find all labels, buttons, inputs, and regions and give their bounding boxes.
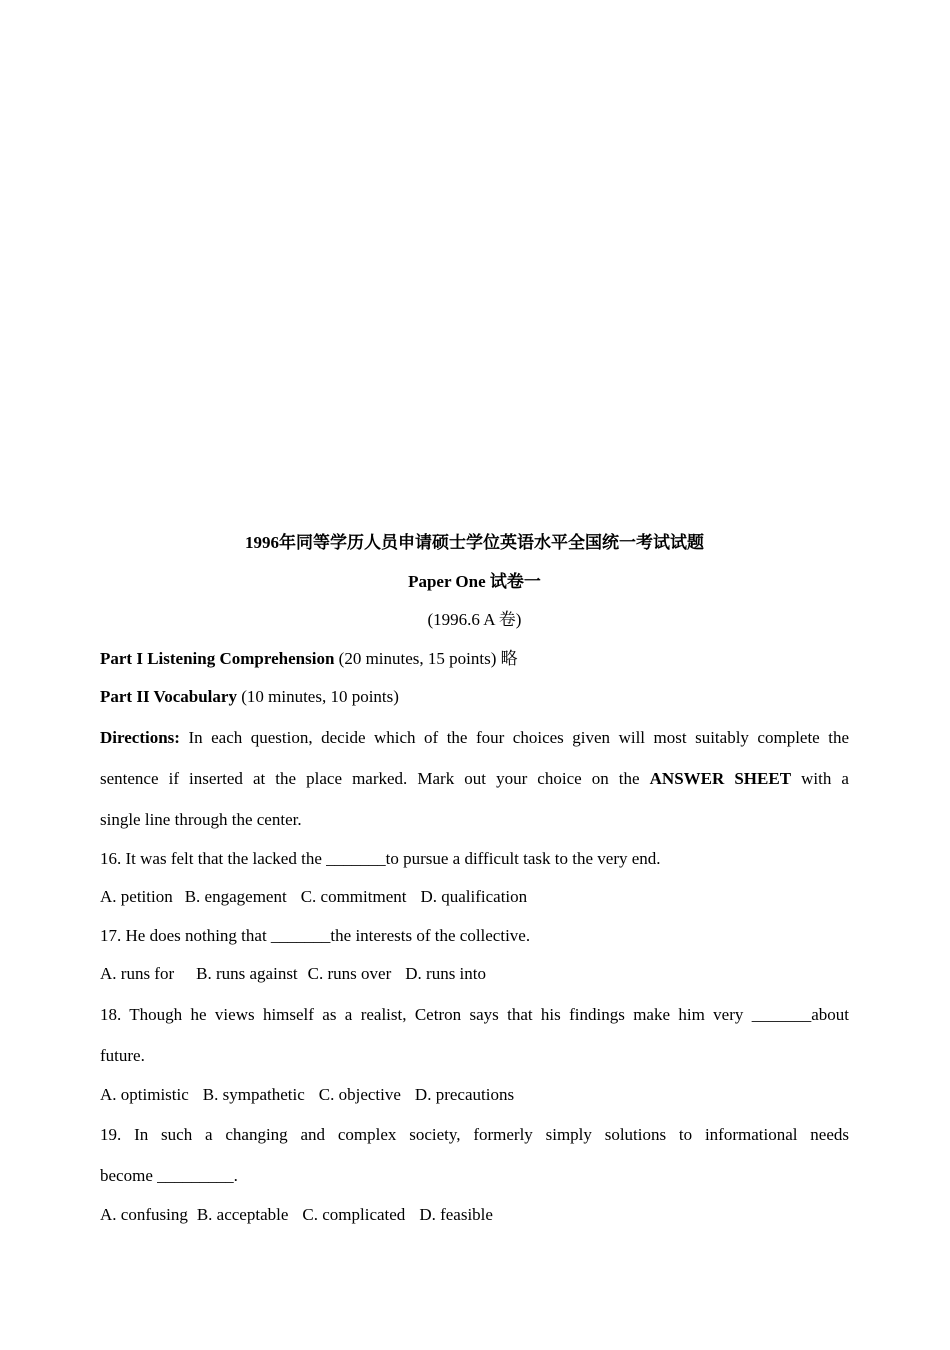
part2-heading [100,678,849,717]
option-a: A. optimistic [100,1084,189,1104]
option-a: A. runs for [100,964,175,983]
question-19-stem-line-2: become _________. [100,1166,238,1185]
directions-line-3: single line through the center. [100,809,302,829]
option-d: D. qualification [420,887,528,906]
option-c: C. complicated [302,1205,406,1224]
exam-page [100,524,849,1235]
part2-info: (10 minutes, 10 points) [236,687,399,706]
directions-line-1: Directions: In each question, decide which of the four choices given will most suitably complete the [100,727,849,747]
option-d: D. runs into [405,964,486,983]
option-c: C. commitment [300,887,407,906]
question-18-stem-line-1: 18. Though he views himself as a realist, Cetron says that his findings make him very _______about [100,1004,849,1024]
part1-info: (20 minutes, 15 points) 略 [334,648,518,668]
directions-line-2: sentence if inserted at the place marked. Mark out your choice on the ANSWER SHEET with a [100,768,849,788]
option-a: A. confusing [100,1205,188,1224]
option-b: B. engagement [184,887,287,906]
option-d: D. feasible [419,1205,493,1224]
question-17-stem: 17. He does nothing that _______the interests of the collective. [100,925,531,945]
option-b: B. sympathetic [202,1084,305,1104]
option-b: B. acceptable [196,1205,289,1224]
question-18-options [100,1076,849,1115]
paper-title: Paper One 试卷一 [408,571,541,591]
paper-variant: (1996.6 A 卷) [427,610,522,629]
question-18-stem-line-2: future. [100,1045,145,1065]
question-19-options [100,1196,849,1235]
option-c: C. objective [318,1084,401,1104]
question-16-options [100,878,849,917]
question-16-stem: 16. It was felt that the lacked the _______to pursue a difficult task to the very end. [100,848,661,868]
exam-title: 1996年同等学历人员申请硕士学位英语水平全国统一考试试题 [245,533,704,552]
part1-heading [100,640,849,679]
question-17-options [100,955,849,994]
part1-label: Part I Listening Comprehension [100,648,335,668]
part2-label: Part II Vocabulary [100,687,237,706]
option-b: B. runs against [196,964,298,983]
directions-label: Directions: [100,727,180,747]
answer-sheet-label: ANSWER SHEET [649,768,792,788]
option-c: C. runs over [307,964,392,983]
question-19-stem-line-1: 19. In such a changing and complex society, formerly simply solutions to informational needs [100,1125,849,1144]
option-a: A. petition [100,887,173,906]
option-d: D. precautions [414,1084,515,1104]
